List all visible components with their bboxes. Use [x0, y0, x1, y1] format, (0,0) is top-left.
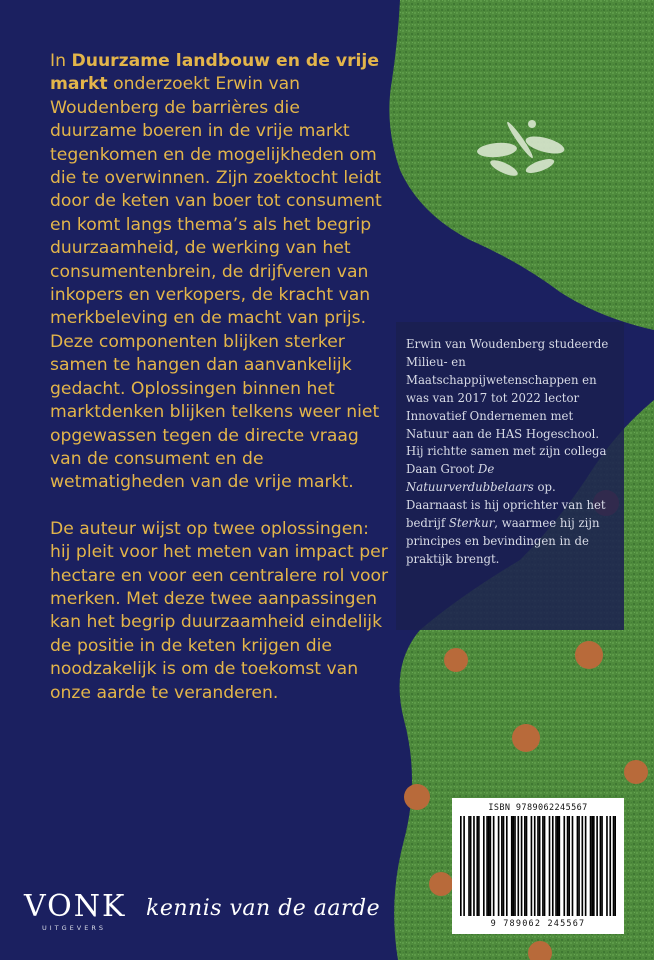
barcode-bar [526, 816, 528, 916]
barcode-digits: 9 789062 245567 [490, 919, 586, 929]
bio-book-title: De Natuurverdubbelaars [406, 462, 534, 495]
barcode-bar [596, 816, 598, 916]
barcode-bar [591, 816, 593, 916]
barcode-bars [460, 816, 616, 916]
barcode-bar [463, 816, 465, 916]
barcode-bar [544, 816, 546, 916]
barcode-bar [490, 816, 492, 916]
barcode-bar [517, 816, 519, 916]
barcode-bar [593, 816, 595, 916]
isbn-label: ISBN 9789062245567 [488, 803, 588, 813]
barcode-bar [578, 816, 580, 916]
barcode-bar [513, 816, 515, 916]
back-cover-blurb [50, 50, 390, 728]
blurb-paragraph-1: In Duurzame landbouw en de vrije markt onderzoekt Erwin van Woudenberg de barrières die duurzame boeren in de vrije markt tegenkomen en de mogelijkheden om die te overwinnen. Zijn zoektocht leidt door de keten van boer tot consument en komt langs thema’s als het begrip duurzaamheid, de werking van het consumentenbrein, de drijfveren van inkopers en verkopers, de kracht van merkbeleving en de macht van prijs. Deze componenten blijken sterker samen te hangen dan aanvankelijk gedacht. Oplossingen binnen het marktdenken blijken telkens weer niet opgewassen tegen de directe vraag van de consument en de wetmatigheden van de vrije markt. [50, 51, 382, 493]
barcode-bar [539, 816, 541, 916]
barcode-bar [557, 816, 559, 916]
barcode-bar [498, 816, 500, 916]
barcode-bar [511, 816, 513, 916]
barcode-bar [585, 816, 587, 916]
barcode-bar [600, 816, 602, 916]
barcode-bar [549, 816, 551, 916]
bio-company-name: Sterkur [448, 516, 495, 531]
barcode-bar [542, 816, 544, 916]
barcode-bar [572, 816, 574, 916]
barcode-bar [501, 816, 503, 916]
barcode-bar [606, 816, 608, 916]
publisher-logo [24, 889, 127, 932]
barcode-bar [473, 816, 475, 916]
barcode-bar [493, 816, 495, 916]
barcode-bar [506, 816, 508, 916]
barcode-bar [601, 816, 603, 916]
isbn-barcode [452, 798, 624, 934]
barcode-bar [568, 816, 570, 916]
publisher-name: VONK [24, 889, 127, 924]
barcode-bar [514, 816, 516, 916]
barcode-bar [614, 816, 616, 916]
barcode-bar [613, 816, 615, 916]
barcode-bar [567, 816, 569, 916]
barcode-bar [478, 816, 480, 916]
barcode-bar [470, 816, 472, 916]
barcode-bar [537, 816, 539, 916]
barcode-bar [486, 816, 488, 916]
publisher-tagline: kennis van de aarde [146, 896, 381, 921]
barcode-bar [534, 816, 536, 916]
barcode-bar [555, 816, 557, 916]
blurb-paragraph-2: De auteur wijst op twee oplossingen: hij pleit voor het meten van impact per hectare en voor een centralere rol voor merken. Met deze twee aanpassingen kan het begrip duurzaamheid eindelijk de positie in de keten krijgen die noodzakelijk is om de toekomst van onze aarde te veranderen. [50, 518, 389, 703]
barcode-bar [609, 816, 611, 916]
author-bio-box: Erwin van Woudenberg studeerde Milieu- en Maatschappijwetenschappen en was van 2017 tot 2022 lector Innovatief Ondernemen met Natuur aan de HAS Hogeschool. Hij richtte samen met zijn collega Daan Groot De Natuurverdubbelaars op. Daarnaast is hij oprichter van het bedrijf Sterkur, waarmee hij zijn principes en bevindingen in de praktijk brengt. [396, 322, 624, 630]
barcode-bar [468, 816, 470, 916]
upper-grass-shape [389, 0, 654, 330]
barcode-bar [563, 816, 565, 916]
barcode-bar [559, 816, 561, 916]
barcode-bar [531, 816, 533, 916]
barcode-bar [476, 816, 478, 916]
barcode-bar [524, 816, 526, 916]
barcode-bar [460, 816, 462, 916]
barcode-bar [488, 816, 490, 916]
publisher-subtitle: UITGEVERS [42, 924, 106, 932]
barcode-bar [521, 816, 523, 916]
barcode-bar [577, 816, 579, 916]
barcode-bar [552, 816, 554, 916]
barcode-bar [483, 816, 485, 916]
barcode-bar [590, 816, 592, 916]
barcode-bar [582, 816, 584, 916]
book-title-bold: Duurzame landbouw en de vrije markt [50, 51, 379, 95]
barcode-bar [503, 816, 505, 916]
